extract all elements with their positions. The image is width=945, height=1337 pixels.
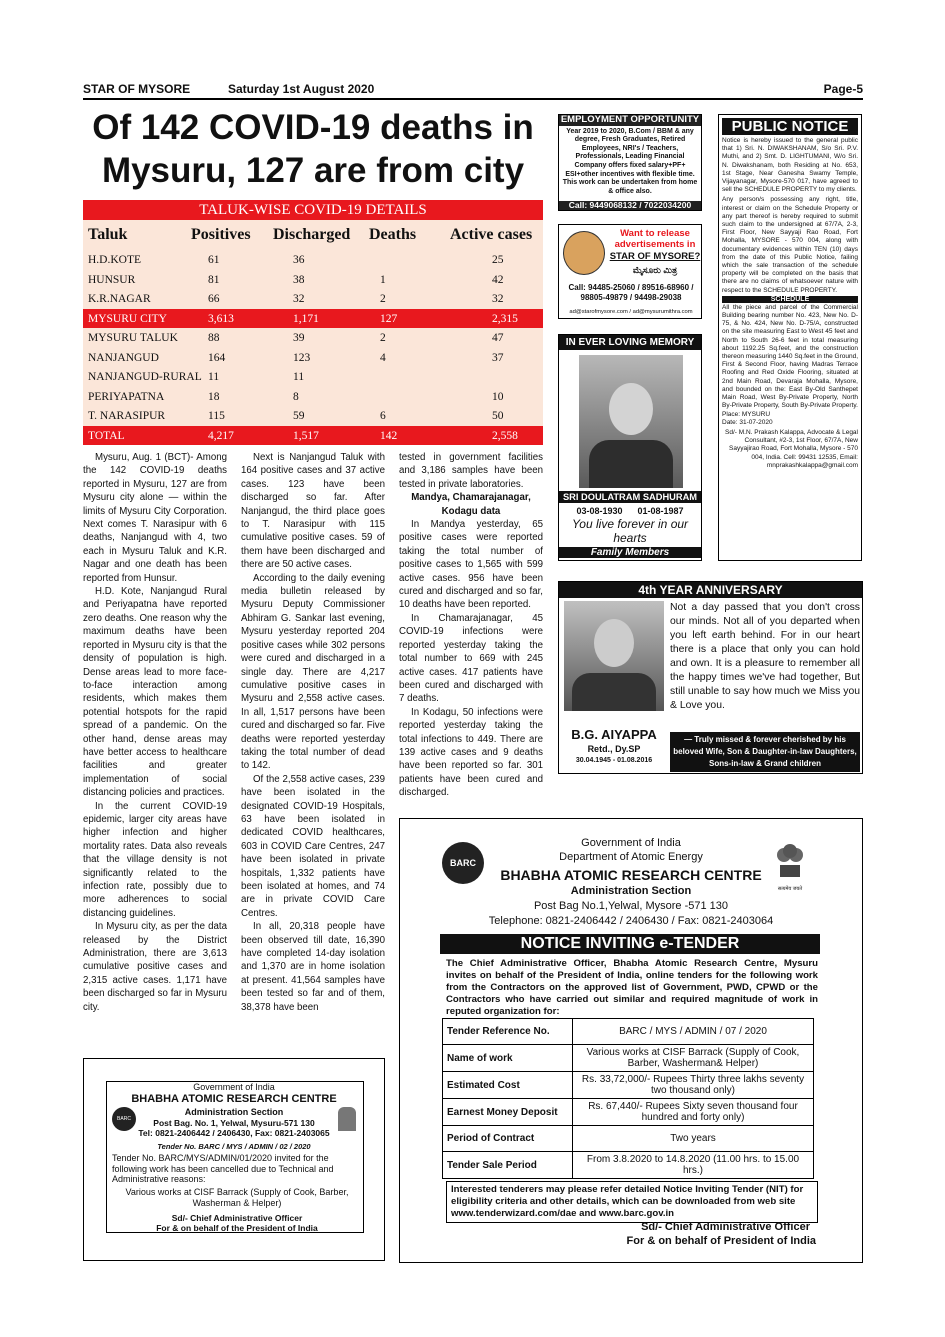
barc-logo: BARC bbox=[112, 1107, 136, 1131]
memorial-line: You live forever in our hearts bbox=[571, 517, 689, 545]
anniversary-text: Not a day passed that you don't cross our minds. Not all of you departed when you left earth behind. For in our heart there is a place that only you can hold and own. It is a pleasure to remember all the happy times we've had together, But still unable to say how much we Miss you & Love you. bbox=[670, 602, 860, 711]
tender-title: NOTICE INVITING e-TENDER bbox=[440, 934, 820, 954]
table-body bbox=[83, 250, 543, 445]
memorial-title: IN EVER LOVING MEMORY bbox=[559, 335, 701, 350]
barc-address: Post Bag No.1,Yelwal, Mysore -571 130 bbox=[533, 900, 729, 912]
table-cell: K.R.NAGAR bbox=[88, 293, 151, 305]
ad-phones: Call: 94485-25060 / 89516-68960 / 98805-49879 / 94498-29038 bbox=[568, 283, 694, 302]
barc-name: BHABHA ATOMIC RESEARCH CENTRE bbox=[500, 867, 762, 883]
table-cell: 1,517 bbox=[293, 429, 319, 442]
paragraph: Next is Nanjangud Taluk with 164 positive cases and 37 active cases. 123 have been discharged so far. After Nanjangud, the third place goes to T. Narasipur with 115 cumulative positive cases. 59 of them have been discharged and there are 50 active cases. bbox=[241, 452, 385, 571]
tender-row bbox=[443, 1072, 814, 1099]
headline: Of 142 COVID-19 deaths in Mysuru, 127 are from city bbox=[92, 108, 534, 190]
tender-row bbox=[443, 1126, 814, 1152]
paragraph: According to the daily evening media bulletin released by Mysuru Deputy Commissioner Abhiram G. Sankar last evening, Mysuru yesterday reported 204 positive cases while 302 persons were cured and discharged in a single day. There are 4,217 cumulative positive cases in Mysuru and 2,558 active cases. In all, 1,517 persons have been cured and discharged so far. Five deaths were reported yesterday taking the total number of dead to 142. bbox=[241, 572, 385, 772]
emblem-caption: सत्यमेव जयते bbox=[777, 886, 803, 892]
table-cell: 2 bbox=[380, 332, 386, 344]
table-cell: 42 bbox=[492, 273, 504, 286]
tender-row bbox=[443, 1019, 814, 1045]
paragraph: In Kodagu, 50 infections were reported yesterday taking the total infections to 449. There are 139 active cases and 9 deaths have been reported so far. 301 patients have been cured and discharged. bbox=[399, 706, 543, 799]
barc-gov: Government of India bbox=[581, 837, 681, 849]
tender-table-wrap bbox=[442, 1018, 814, 1179]
barc-dept: Department of Atomic Energy bbox=[559, 851, 703, 863]
notice-title: PUBLIC NOTICE bbox=[722, 118, 858, 135]
subheading: Mandya, Chamarajanagar, Kodagu data bbox=[411, 492, 531, 517]
table-cell: 47 bbox=[492, 332, 504, 344]
table-cell: NANJANGUD-RURAL bbox=[88, 371, 202, 383]
barc-section: Administration Section bbox=[570, 885, 692, 897]
table-cell: MYSURU TALUK bbox=[88, 332, 178, 344]
anniversary-name: B.G. AIYAPPA bbox=[571, 727, 657, 742]
paragraph: In Chamarajanagar, 45 COVID-19 infections were reported yesterday taking the total number to 669 with 245 active cases. 417 patients have been cured and discharged with 7 deaths. bbox=[399, 612, 543, 705]
table-row bbox=[83, 309, 543, 329]
ad-title: Want to release advertisements in bbox=[614, 228, 696, 250]
page-number: Page-5 bbox=[823, 82, 863, 96]
ad-title: EMPLOYMENT OPPORTUNITY bbox=[560, 114, 700, 125]
tender-label: Earnest Money Deposit bbox=[443, 1099, 573, 1126]
table-cell: 2,315 bbox=[492, 312, 518, 325]
table-cell: 25 bbox=[492, 254, 504, 266]
table-cell: MYSURU CITY bbox=[88, 312, 167, 325]
ad-brand: STAR OF MYSORE? bbox=[609, 251, 701, 262]
tender-value: From 3.8.2020 to 14.8.2020 (11.00 hrs. to 15.00 hrs.) bbox=[573, 1152, 814, 1179]
col-header: Active cases bbox=[450, 226, 533, 243]
tender-label: Period of Contract bbox=[443, 1126, 573, 1152]
paragraph: tested in government facilities and 3,186 samples have been tested in private laboratories. bbox=[399, 452, 543, 490]
table-row bbox=[83, 250, 543, 270]
table-cell: 6 bbox=[380, 410, 386, 422]
cancel-notice: Tender No. BARC/MYS/ADMIN/01/2020 invited for the following work has been cancelled due to Technical and Administrative reasons: bbox=[112, 1153, 334, 1184]
table-cell: 81 bbox=[208, 273, 220, 286]
notice-place: Place: MYSURU bbox=[722, 410, 771, 418]
public-notice bbox=[718, 114, 862, 561]
tender-footer: Interested tenderers may please refer detailed Notice Inviting Tender (NIT) for eligibility criteria and other details, which can be downloaded from web site www.tenderwizard.com/dae and www.barc.gov.in bbox=[446, 1181, 818, 1223]
anniversary-title: 4th YEAR ANNIVERSARY bbox=[559, 582, 862, 598]
paragraph: H.D. Kote, Nanjangud Rural and Periyapatna have reported zero deaths. One reason why the maximum deaths have been reported in Mysuru city is that the density of population is high. Dense areas lead to more face-to-face interaction among residents, which makes them potential hotspots for the rapid spread of a pandemic. On the other hand, dense areas may have better access to healthcare facilities and greater implementation of social distancing policies and practices. bbox=[83, 586, 227, 799]
mascot-icon bbox=[563, 231, 605, 275]
tender-sign1: Sd/- Chief Administrative Officer bbox=[641, 1221, 810, 1233]
table-cell: 2 bbox=[380, 293, 386, 305]
tender-sign2: For & on behalf of President of India bbox=[626, 1235, 816, 1247]
table-cell: 8 bbox=[293, 390, 299, 403]
memorial-dates: 03-08-1930 01-08-1987 bbox=[576, 506, 684, 516]
barc-gov: Government of India bbox=[193, 1082, 275, 1092]
tender-label: Tender Sale Period bbox=[443, 1152, 573, 1179]
paper-name: STAR OF MYSORE bbox=[83, 82, 191, 96]
cancel-work: Various works at CISF Barrack (Supply of Cook, Barber, Washerman & Helper) bbox=[125, 1187, 349, 1208]
tender-table bbox=[442, 1018, 814, 1179]
cancel-sign1: Sd/- Chief Administrative Officer bbox=[171, 1213, 303, 1223]
barc-cancel-ad bbox=[83, 1058, 385, 1261]
table-cell: 142 bbox=[380, 429, 398, 442]
table-cell: 18 bbox=[208, 390, 220, 403]
anniversary-dates: 30.04.1945 - 01.08.2016 bbox=[575, 757, 653, 764]
barc-section: Administration Section bbox=[184, 1107, 284, 1117]
tender-row bbox=[443, 1152, 814, 1179]
table-cell: 39 bbox=[293, 332, 305, 344]
table-header-row bbox=[83, 220, 543, 250]
tender-value: Two years bbox=[573, 1126, 814, 1152]
tender-label: Name of work bbox=[443, 1045, 573, 1072]
table-cell: TOTAL bbox=[88, 429, 125, 442]
article-col-2 bbox=[241, 451, 385, 1014]
table-cell: 32 bbox=[293, 293, 305, 305]
paragraph: Of the 2,558 active cases, 239 have been isolated in the designated COVID-19 Hospitals, 63 have been isolated in dedicated COVID healthcares, 603 in COVID Care Centres, 247 have been isolated in private hospitals, 1,332 patients have been isolated at homes, and 74 are in private COVID Care Centres. bbox=[241, 773, 385, 919]
tender-row bbox=[443, 1099, 814, 1126]
anniversary-family: — Truly missed & forever cherished by his beloved Wife, Son & Daughter-in-law Daughters, Sons-in-law & Grand children bbox=[670, 732, 860, 772]
notice-para: Any person/s possessing any right, title, interest or claim on the Schedule Property or any part thereof is hereby required to submit such claim to the undersigned at 67/7A, 2-3, First Floor, New Sayyaji Rao Road, Fort Mohalla, MYSORE - 570 004, along with documentary evidences within TEN (10) days from the date of this Public Notice, failing which the sale transaction of the schedule property will be completed on the basis that there are no claims of whatsoever nature with respect to the SCHEDULE PROPERTY. bbox=[722, 196, 858, 294]
table-cell: 3,613 bbox=[208, 312, 234, 325]
table-row bbox=[83, 426, 543, 446]
table-cell: 61 bbox=[208, 254, 220, 266]
table-row bbox=[83, 367, 543, 387]
table-cell: H.D.KOTE bbox=[88, 254, 142, 266]
issue-date: Saturday 1st August 2020 bbox=[228, 82, 375, 96]
col-header: Taluk bbox=[88, 226, 128, 243]
anniversary-rank: Retd., Dy.SP bbox=[587, 744, 641, 754]
tender-value: Rs. 33,72,000/- Rupees Thirty three lakhs seventy two thousand only) bbox=[573, 1072, 814, 1099]
anniversary-photo bbox=[564, 601, 664, 711]
barc-tel: Telephone: 0821-2406442 / 2406430 / Fax: 0821-2403064 bbox=[488, 915, 774, 927]
table-cell: PERIYAPATNA bbox=[88, 390, 165, 403]
employment-ad bbox=[558, 114, 702, 211]
table-cell: 59 bbox=[293, 410, 305, 422]
table-row bbox=[83, 328, 543, 348]
table-cell: HUNSUR bbox=[88, 273, 136, 286]
ad-body: Year 2019 to 2020, B.Com / BBM & any degree, Fresh Graduates, Retired Employees, NRI's / Teachers, Professionals, Leading Financial Company offers fixed salary+PF+ ESI+other incentives with flexible time. This work can be undertaken from home & office also. bbox=[562, 127, 698, 195]
barc-logo: BARC bbox=[442, 842, 484, 884]
ad-email: ad@starofmysore.com / ad@mysurumithra.com bbox=[569, 309, 693, 315]
tender-value: Rs. 67,440/- Rupees Sixty seven thousand four hundred and forty only) bbox=[573, 1099, 814, 1126]
barc-address: Post Bag. No. 1, Yelwal, Mysuru-571 130 bbox=[153, 1118, 315, 1128]
barc-name: BHABHA ATOMIC RESEARCH CENTRE bbox=[131, 1093, 337, 1105]
tender-value: BARC / MYS / ADMIN / 07 / 2020 bbox=[573, 1019, 814, 1045]
tender-intro: The Chief Administrative Officer, Bhabha Atomic Research Centre, Mysuru invites on behalf of the President of India, online tenders for the following work from the Contractors on the approved list of Government, PWD, CPWD or the Contractors who have carried out similar and required magnitude of work in reputed organization for: bbox=[446, 958, 818, 1017]
table-cell: 32 bbox=[492, 293, 504, 305]
cancel-sign2: For & on behalf of the President of India bbox=[156, 1223, 318, 1233]
table-cell: 4,217 bbox=[208, 429, 234, 442]
table-cell: 36 bbox=[293, 254, 305, 266]
table-cell: 1,171 bbox=[293, 312, 319, 325]
table-cell: 115 bbox=[208, 410, 225, 422]
ad-kannada: ಮೈಸೂರು ಮಿತ್ರ bbox=[632, 265, 678, 275]
table-cell: NANJANGUD bbox=[88, 351, 159, 364]
table-cell: 127 bbox=[380, 312, 398, 325]
page-header bbox=[83, 80, 863, 100]
table-row bbox=[83, 387, 543, 407]
table-row bbox=[83, 270, 543, 290]
table-cell: 123 bbox=[293, 351, 311, 364]
tender-label: Tender Reference No. bbox=[443, 1019, 573, 1045]
paragraph: In all, 20,318 people have been observed till date, 16,390 have completed 14-day isolation and 1,370 are in home isolation at present. 41,564 samples have been tested so far and of them, 38,378 have been bbox=[241, 921, 385, 1013]
schedule-text: All the piece and parcel of the Commercial Building bearing number No. 423, New No. D-75, & No. 424, New No. D-75/A, constructed on the site measuring East to West 45 feet and North to South 26-6 feet in total measuring about 1192.25 Sq.feet, and the construction thereon measuring 1440 Sq.feet in the Ground, First & Second Floor, having Madras Terrace Roofing and Red Oxide Flooring, situated at 2nd Main Road, Devaraja Mohalla, Mysore, and bounded on the: East By-Old Santhepet Main Road, West By-Private Property, North By-Private Property, South By-Private Property. bbox=[722, 303, 858, 410]
memorial-photo bbox=[579, 355, 683, 488]
col-header: Discharged bbox=[273, 226, 351, 243]
paragraph: Mysuru, Aug. 1 (BCT)- Among the 142 COVID-19 deaths reported in Mysuru, 127 are from Mysuru city alone — within the limits of Mysuru City Corporation. Next comes T. Narasipur with 6 deaths, Nanjangud with 4, two each in Mysuru Taluk and K.R. Nagar and one death has been reported from Hunsur. bbox=[83, 452, 227, 584]
memorial-ad bbox=[558, 334, 702, 561]
table-cell: 11 bbox=[208, 371, 220, 383]
table-cell: 11 bbox=[293, 371, 305, 383]
article-col-1 bbox=[83, 451, 227, 1014]
table-cell: 164 bbox=[208, 351, 226, 364]
memorial-name: SRI DOULATRAM SADHURAM bbox=[559, 491, 701, 503]
memorial-family: Family Members bbox=[559, 547, 701, 558]
tender-no: Tender No. BARC / MYS / ADMIN / 02 / 2020 bbox=[157, 1142, 311, 1151]
notice-date: Date: 31-07-2020 bbox=[722, 418, 773, 426]
barc-tender-ad bbox=[399, 818, 863, 1263]
advertise-ad bbox=[558, 224, 702, 319]
ad-phone: Call: 9449068132 / 7022034200 bbox=[559, 201, 701, 210]
table-cell: 50 bbox=[492, 410, 504, 422]
table-cell: 2,558 bbox=[492, 429, 518, 442]
tender-label: Estimated Cost bbox=[443, 1072, 573, 1099]
taluk-table bbox=[83, 200, 543, 440]
col-header: Positives bbox=[191, 226, 251, 243]
paragraph: In the current COVID-19 epidemic, larger city areas have higher infection and higher mortality rates. Data also reveals that the village density is not significantly related to the infection rate, possibly due to more adherences to social distancing guidelines. bbox=[83, 800, 227, 919]
tender-row bbox=[443, 1045, 814, 1072]
table-cell: 37 bbox=[492, 351, 504, 364]
table-row bbox=[83, 289, 543, 309]
table-cell: T. NARASIPUR bbox=[88, 410, 166, 422]
table-row bbox=[83, 348, 543, 368]
table-cell: 88 bbox=[208, 332, 220, 344]
article-col-3 bbox=[399, 451, 543, 800]
col-header: Deaths bbox=[369, 226, 417, 243]
table-cell: 38 bbox=[293, 273, 305, 286]
notice-para: Notice is hereby issued to the general public that 1) Sri. N. DIWAKSHANAM, S/o Sri. P.V. Muthi, and 2) Smt. D. LIGHTUMANI, W/o Sri. N. Diwakshanam, both Residing at No. 653, 1st Stage, Near Ganesha Swamy Temple, Vijayanagar, Mysore-570 017, have agreed to sell the SCHEDULE PROPERTY to my clients. bbox=[722, 137, 858, 194]
table-cell: 1 bbox=[380, 273, 386, 286]
notice-signature: Sd/- M.N. Prakash Kalappa, Advocate & Legal Consultant, #2-3, 1st Floor, 67/7A, New Sayyajirao Road, Fort Mohalla, Mysore - 570 004, India. Cell: 99431 12535, Email: mnprakashkalappa@gmail.com bbox=[725, 428, 858, 469]
schedule-label: SCHEDULE bbox=[722, 296, 858, 303]
paragraph: In Mysuru city, as per the data released by the District Administration, there are 3,613 cumulative positive cases and 2,315 active cases. 1,171 have been discharged so far in Mysuru city. bbox=[83, 921, 227, 1013]
paragraph: In Mandya yesterday, 65 positive cases were reported taking the total number of positive cases to 1,565 with 599 active cases. 956 have been cured and discharged and so far, 10 deaths have been reported. bbox=[399, 519, 543, 611]
tender-value: Various works at CISF Barrack (Supply of Cook, Barber, Washerman& Helper) bbox=[573, 1045, 814, 1072]
table-row bbox=[83, 406, 543, 426]
anniversary-ad bbox=[558, 581, 863, 774]
table-title: TALUK-WISE COVID-19 DETAILS bbox=[83, 200, 543, 220]
table-cell: 4 bbox=[380, 351, 386, 364]
barc-tel: Tel: 0821-2406442 / 2406430, Fax: 0821-2403065 bbox=[138, 1128, 330, 1138]
table-cell: 66 bbox=[208, 293, 220, 305]
table-cell: 10 bbox=[492, 390, 504, 403]
